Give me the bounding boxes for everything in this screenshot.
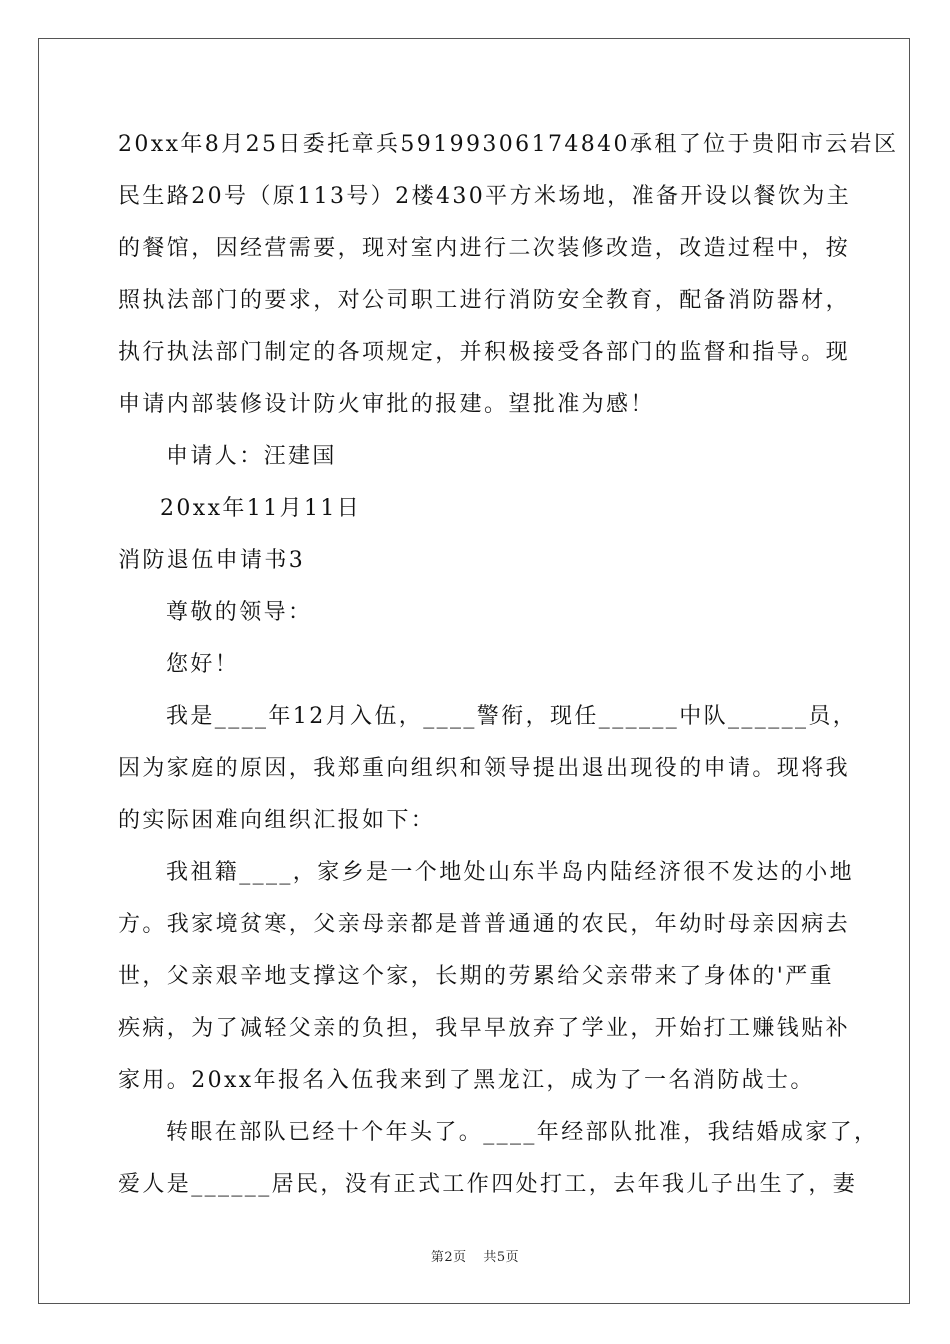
text-line: 我是____年12月入伍，____警衔，现任______中队______员，: [166, 704, 858, 729]
text-line: 爱人是______居民，没有正式工作四处打工，去年我儿子出生了，妻: [118, 1172, 858, 1197]
applicant-line: 申请人：汪建国: [166, 444, 337, 469]
text-line: 民生路20号（原113号）2楼430平方米场地，准备开设以餐饮为主: [118, 184, 852, 209]
text-line: 因为家庭的原因，我郑重向组织和领导提出退出现役的申请。现将我: [118, 756, 851, 781]
page-number: 第2页: [430, 1250, 467, 1265]
text-line: 申请内部装修设计防火审批的报建。望批准为感！: [118, 392, 655, 417]
text-line: 执行执法部门制定的各项规定，并积极接受各部门的监督和指导。现: [118, 340, 851, 365]
text-line: 疾病，为了减轻父亲的负担，我早早放弃了学业，开始打工赚钱贴补: [118, 1016, 851, 1041]
text-line: 世，父亲艰辛地支撑这个家，长期的劳累给父亲带来了身体的'严重: [118, 964, 835, 989]
text-line: 转眼在部队已经十个年头了。____年经部队批准，我结婚成家了，: [166, 1120, 879, 1145]
page-total: 共5页: [483, 1250, 520, 1265]
text-line: 我祖籍____，家乡是一个地处山东半岛内陆经济很不发达的小地: [166, 860, 855, 885]
date-line: 20xx年11月11日: [160, 496, 362, 521]
text-line: 照执法部门的要求，对公司职工进行消防安全教育，配备消防器材，: [118, 288, 851, 313]
text-line: 家用。20xx年报名入伍我来到了黑龙江，成为了一名消防战士。: [118, 1068, 815, 1093]
text-line: 的实际困难向组织汇报如下：: [118, 808, 436, 833]
section-title: 消防退伍申请书3: [118, 548, 306, 573]
text-line: 20xx年8月25日委托章兵59199306174840承租了位于贵阳市云岩区: [118, 132, 899, 157]
page-footer: [0, 1246, 950, 1265]
greeting: 您好！: [166, 652, 240, 677]
text-line: 的餐馆，因经营需要，现对室内进行二次装修改造，改造过程中，按: [118, 236, 851, 261]
text-line: 方。我家境贫寒，父亲母亲都是普普通通的农民，年幼时母亲因病去: [118, 912, 851, 937]
salutation: 尊敬的领导：: [166, 600, 313, 625]
